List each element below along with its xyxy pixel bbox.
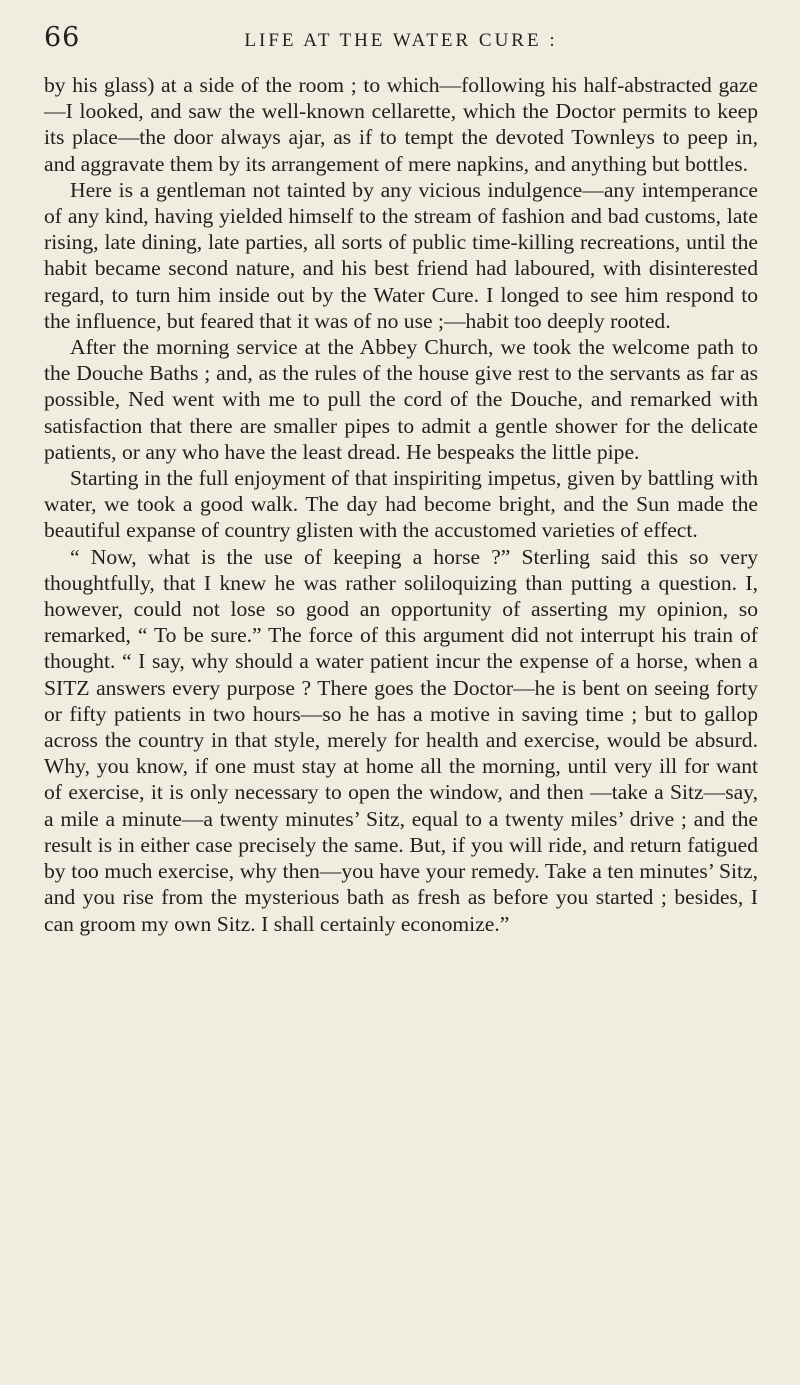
- paragraph: by his glass) at a side of the room ; to which—following his half-abstracted gaze—I looked, and saw the well-known cellarette, which the Doctor permits to keep its place—the door always ajar, as if to tempt the devoted Townleys to peep in, and aggravate them by its arrangement of mere napkins, and anything but bottles.: [44, 73, 758, 176]
- running-head: [44, 0, 758, 72]
- paragraph: Here is a gentleman not tainted by any vicious indulgence—any intemperance of any kind, having yielded himself to the stream of fashion and bad customs, late rising, late dining, late parties, all sorts of public time-killing recreations, until the habit became second nature, and his best friend had laboured, with disinterested regard, to turn him inside out by the Water Cure. I longed to see him respond to the influence, but feared that it was of no use ;—habit too deeply rooted.: [44, 177, 758, 333]
- paragraph: After the morning service at the Abbey Church, we took the welcome path to the Douche Baths ; and, as the rules of the house give rest to the servants as far as possible, Ned went with me to pull the cord of the Douche, and remarked with satisfaction that there are smaller pipes to admit a gentle shower for the delicate patients, or any who have the least dread. He bespeaks the little pipe.: [44, 335, 758, 464]
- paragraph: Starting in the full enjoyment of that inspiriting impetus, given by battling with water, we took a good walk. The day had become bright, and the Sun made the beautiful expanse of country glisten with the accustomed varieties of effect.: [44, 466, 758, 543]
- body-text: [44, 72, 758, 937]
- running-title: LIFE AT THE WATER CURE :: [244, 30, 558, 51]
- page-number: 66: [44, 22, 81, 53]
- paragraph: “ Now, what is the use of keeping a horse ?” Sterling said this so very thoughtfully, that I knew he was rather soliloquizing than putting a question. I, however, could not lose so good an opportunity of asserting my opinion, so remarked, “ To be sure.” The force of this argument did not interrupt his train of thought. “ I say, why should a water patient incur the expense of a horse, when a SITZ answers every purpose ? There goes the Doctor—he is bent on seeing forty or fifty patients in two hours—so he has a motive in saving time ; but to gallop across the country in that style, merely for health and exercise, would be absurd. Why, you know, if one must stay at home all the morning, until very ill for want of exercise, it is only necessary to open the window, and then —take a Sitz—say, a mile a minute—a twenty minutes’ Sitz, equal to a twenty miles’ drive ; and the result is in either case precisely the same. But, if you will ride, and return fatigued by too much exercise, why then—you have your remedy. Take a ten minutes’ Sitz, and you rise from the mysterious bath as fresh as before you started ; besides, I can groom my own Sitz. I shall certainly economize.”: [44, 544, 758, 936]
